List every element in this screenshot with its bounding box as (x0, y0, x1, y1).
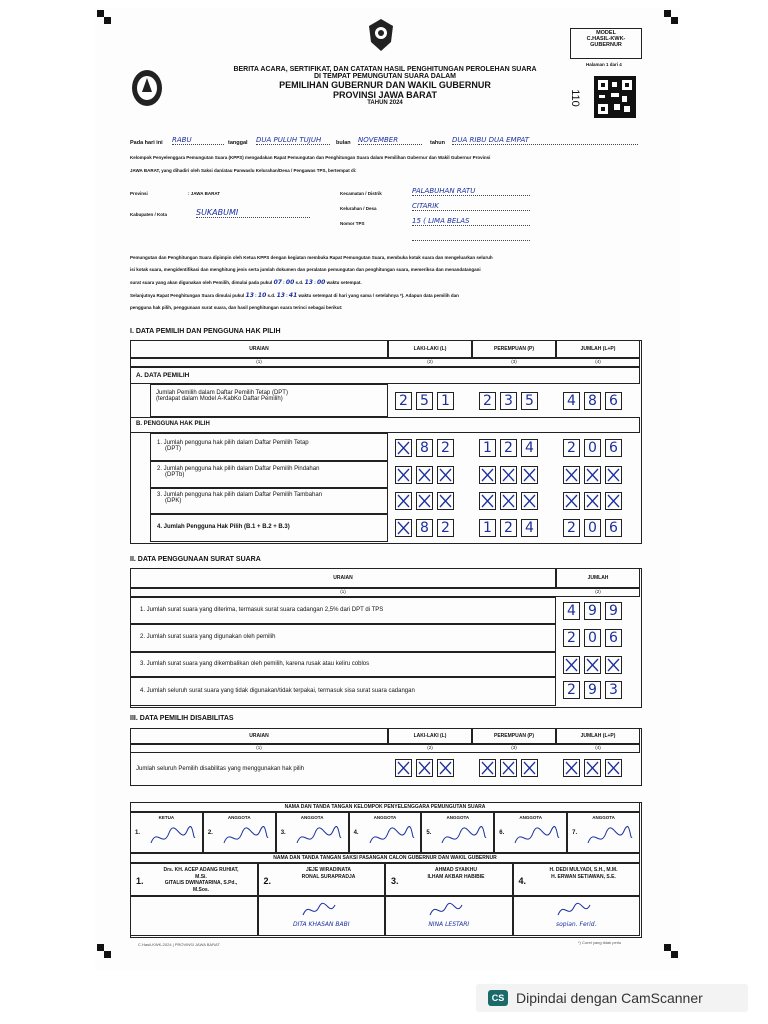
s1-b-row-text (157, 524, 290, 530)
body-text: s.d. (295, 280, 304, 285)
body-para: isi kotak suara, mengidentifikasi dan menghitung jenis serta jumlah dokumen dan peralatan pemungutan dan penghitungan suara, memeriksa dan menandatangani (130, 267, 481, 272)
crossed-box-icon (563, 492, 580, 510)
col-header: JUMLAH (587, 575, 609, 581)
crossed-box-icon (500, 466, 517, 484)
s2-row-text: 2. Jumlah surat suara yang digunakan oleh pemilih (140, 634, 276, 640)
crossed-box-icon (521, 466, 538, 484)
registration-mark (671, 951, 678, 958)
col-header: LAKI-LAKI (L) (413, 733, 447, 739)
crossed-box-icon (395, 759, 412, 777)
digit-box: 3 (500, 392, 517, 410)
digit-box: 6 (605, 519, 622, 537)
saksi-signature-cell (513, 896, 641, 936)
crossed-box-icon (479, 466, 496, 484)
col-index: (1) (340, 589, 346, 594)
digit-box: 5 (416, 392, 433, 410)
registration-mark (104, 17, 111, 24)
body-para-3: surat suara yang akan digunakan oleh Pemilih, dimulai pada pukul 07 : 00 s.d. 13 : 00 waktu setempat. (130, 279, 362, 286)
digit-box: 2 (500, 519, 517, 537)
row-line: 3. Jumlah pengguna hak pilih dalam Daftar Pemilih Tambahan (157, 492, 322, 498)
col-header: JUMLAH (L+P) (580, 346, 616, 352)
crossed-box-icon (500, 759, 517, 777)
section-3-title: III. DATA PEMILIH DISABILITAS (130, 715, 234, 722)
digit-box: 4 (563, 392, 580, 410)
month-value: NOVEMBER (358, 136, 422, 145)
signature-scribble-icon (584, 823, 634, 856)
model-box (570, 28, 642, 59)
s1-a-title-row (130, 367, 640, 384)
crossed-box-icon (395, 492, 412, 510)
crossed-box-icon (479, 492, 496, 510)
digit-box: 2 (437, 439, 454, 457)
col-index: (4) (595, 359, 601, 364)
crossed-box-icon (584, 759, 601, 777)
kpps-number: 6. (499, 830, 505, 836)
digit-box: 1 (479, 439, 496, 457)
candidate-name: ILHAM AKBAR HABIBIE (427, 873, 485, 880)
digit-box: 8 (416, 519, 433, 537)
kpu-emblem-icon (367, 18, 395, 52)
s2-row-text: 3. Jumlah surat suara yang dikembalikan oleh pemilih, karena rusak atau keliru coblos (140, 661, 370, 667)
digit-box: 4 (521, 519, 538, 537)
body-text: surat suara yang akan digunakan oleh Pemilih, dimulai pada pukul (130, 280, 273, 285)
day-value: RABU (172, 136, 224, 145)
kpps-number: 4. (353, 830, 359, 836)
side-code: 110 (568, 89, 581, 107)
saksi-candidate-names (279, 867, 379, 880)
intro-para: Kelompok Penyelenggara Pemungutan Suara (KPPS) mengadakan Rapat Pemungutan dan Penghitungan Suara dalam Pemilihan Gubernur dan Wakil Gubernur Provinsi (130, 155, 491, 160)
time-value: 41 (288, 292, 298, 299)
body-text: waktu setempat di hari yang sama / setelahnya *). Adapun data pemilih dan (298, 293, 459, 298)
registration-mark (97, 10, 104, 17)
crossed-box-icon (605, 466, 622, 484)
row-line: (DPT) (165, 446, 181, 452)
body-text: s.d. (267, 293, 276, 298)
saksi-candidate-names (534, 867, 634, 880)
crossed-box-icon (605, 492, 622, 510)
s1-b-row-text (157, 440, 309, 452)
registration-mark (664, 10, 671, 17)
row-line: 2. Jumlah pengguna hak pilih dalam Daftar Pemilih Pindahan (157, 466, 320, 472)
crossed-box-icon (521, 759, 538, 777)
qr-code-icon (594, 76, 636, 118)
camscanner-logo-text: CS (491, 993, 505, 1003)
kpps-signature-cell (349, 812, 422, 853)
registration-mark (104, 951, 111, 958)
kab-value: SUKABUMI (196, 208, 310, 218)
col-header: PEREMPUAN (P) (493, 346, 534, 352)
s2-row-text: 1. Jumlah surat suara yang diterima, termasuk surat suara cadangan 2,5% dari DPT di TPS (140, 607, 384, 613)
signature-scribble-icon (438, 823, 488, 856)
digit-box: 6 (605, 629, 622, 647)
crossed-box-icon (416, 492, 433, 510)
s3-row-text: Jumlah seluruh Pemilih disabilitas yang menggunakan hak pilih (136, 766, 305, 772)
s2-row-text: 4. Jumlah seluruh surat suara yang tidak digunakan/tidak terpakai, termasuk sisa surat suara cadangan (140, 688, 415, 694)
kpps-signature-cell (567, 812, 640, 853)
kec-value: PALABUHAN RATU (412, 187, 530, 196)
col-header: URAIAN (249, 346, 269, 352)
title-line: TAHUN 2024 (367, 100, 403, 106)
digit-box: 0 (584, 519, 601, 537)
candidate-name: H. ERWAN SETIAWAN, S.E. (551, 873, 616, 880)
col-index: (2) (595, 589, 601, 594)
kpps-role: ANGGOTA (227, 815, 251, 820)
col-header: URAIAN (249, 733, 269, 739)
footer-right: *) Coret yang tidak perlu (578, 940, 622, 945)
camscanner-label: Dipindai dengan CamScanner (516, 990, 703, 1006)
crossed-box-icon (479, 759, 496, 777)
row-line: (DPK) (165, 498, 182, 504)
camscanner-logo-icon (488, 990, 508, 1006)
candidate-name: Drs. KH. ACEP ADANG RUHIAT, (163, 867, 239, 873)
row-line: 4. Jumlah Pengguna Hak Pilih (B.1 + B.2 + B.3) (157, 524, 290, 530)
candidate-name: M.Si. (195, 873, 207, 880)
year-label: tahun (430, 140, 445, 146)
s1-a-title: A. DATA PEMILIH (136, 372, 190, 379)
digit-box: 2 (563, 681, 580, 699)
crossed-box-icon (395, 466, 412, 484)
crossed-box-icon (563, 759, 580, 777)
page-number: Halaman 1 dari 4 (586, 62, 622, 67)
saksi-name-cell (258, 863, 386, 896)
digit-box: 3 (605, 681, 622, 699)
intro-para: JAWA BARAT, yang dihadiri oleh Saksi dan/atau Panwaslu Kelurahan/Desa / Pengawas TPS, bertempat di: (130, 168, 357, 173)
kpps-role: ANGGOTA (519, 815, 543, 820)
digit-box: 2 (437, 519, 454, 537)
kpps-signature-cell (203, 812, 276, 853)
time-value: 00 (285, 279, 295, 286)
body-para: Pemungutan dan Penghitungan Suara dipimpin oleh Ketua KPPS dengan kegiatan membuka Rapat Pemungutan Suara, membuka kotak suara dan mengeluarkan seluruh (130, 255, 493, 260)
kpps-role: ANGGOTA (592, 815, 615, 820)
model-line: C.HASIL-KWK- (586, 36, 626, 42)
digit-box: 2 (563, 439, 580, 457)
digit-box: 1 (479, 519, 496, 537)
title-line: PROVINSI JAWA BARAT (332, 90, 437, 100)
saksi-signature-cell (258, 896, 386, 936)
col-header: LAKI-LAKI (L) (413, 346, 447, 352)
crossed-box-icon (395, 439, 412, 457)
col-index: (2) (427, 745, 433, 750)
candidate-name: AHMAD SYAIKHU (434, 867, 478, 873)
model-line: GUBERNUR (590, 42, 622, 48)
time-value: 10 (257, 292, 267, 299)
digit-box: 9 (584, 681, 601, 699)
saksi-title: NAMA DAN TANDA TANGAN SAKSI PASANGAN CALON GUBERNUR DAN WAKIL GUBERNUR (273, 855, 497, 861)
jawa-barat-emblem-icon (130, 68, 164, 108)
kab-label: Kabupaten / Kota (130, 212, 168, 217)
crossed-box-icon (395, 519, 412, 537)
signature-scribble-icon (293, 823, 343, 856)
title-line: PEMILIHAN GUBERNUR DAN WAKIL GUBERNUR (279, 80, 491, 90)
doc-title (180, 66, 590, 106)
saksi-signed-name: NINA LESTARI (428, 921, 470, 928)
signature-scribble-icon (511, 823, 561, 856)
kpps-number: 1. (135, 830, 141, 836)
digit-box: 2 (500, 439, 517, 457)
title-line: DI TEMPAT PEMUNGUTAN SUARA DALAM (313, 73, 457, 80)
crossed-box-icon (584, 466, 601, 484)
crossed-box-icon (584, 656, 601, 674)
s1-b-row-text (157, 492, 322, 504)
registration-mark (97, 944, 104, 951)
col-header: PEREMPUAN (P) (493, 733, 534, 739)
saksi-candidate-names (151, 867, 251, 893)
kpps-number: 5. (426, 830, 432, 836)
row-line: 1. Jumlah pengguna hak pilih dalam Daftar Pemilih Tetap (157, 440, 309, 446)
signature-scribble-icon (147, 823, 197, 856)
registration-mark (671, 17, 678, 24)
body-para: pengguna hak pilih, penggunaan surat suara, dan hasil penghitungan suara terinci sebagai berikut: (130, 305, 343, 310)
col-index: (4) (595, 745, 601, 750)
crossed-box-icon (437, 492, 454, 510)
tps-value: 15 ( LIMA BELAS (412, 217, 530, 226)
kpps-number: 3. (280, 830, 286, 836)
saksi-signature-cell (130, 896, 258, 936)
kpps-signature-cell (421, 812, 494, 853)
kpps-number: 2. (207, 830, 213, 836)
digit-box: 0 (584, 439, 601, 457)
s1-a-row-text (156, 390, 288, 402)
saksi-name-cell (513, 863, 641, 896)
crossed-box-icon (521, 492, 538, 510)
kpps-signature-cell (130, 812, 203, 853)
digit-box: 8 (416, 439, 433, 457)
col-index: (1) (256, 745, 262, 750)
section-1-title: I. DATA PEMILIH DAN PENGGUNA HAK PILIH (130, 328, 281, 335)
time-value: 13 (304, 279, 313, 286)
tps-label: Nomor TPS (340, 221, 365, 226)
saksi-number: 2. (263, 876, 272, 886)
digit-box: 4 (521, 439, 538, 457)
crossed-box-icon (416, 466, 433, 484)
s1-b-title: B. PENGGUNA HAK PILIH (136, 421, 210, 427)
digit-box: 1 (437, 392, 454, 410)
body-text: Selanjutnya Rapat Penghitungan Suara dimulai pukul (130, 293, 245, 298)
prov-label: Provinsi (130, 191, 148, 196)
saksi-name-cell (130, 863, 258, 896)
col-index: (3) (511, 359, 517, 364)
saksi-number: 4. (518, 876, 527, 886)
signature-scribble-icon (366, 823, 416, 856)
crossed-box-icon (584, 492, 601, 510)
candidate-name: RONAL SURAPRADJA (301, 873, 356, 880)
kpps-signature-cell (494, 812, 567, 853)
col-index: (2) (427, 359, 433, 364)
signature-scribble-icon (220, 823, 270, 856)
candidate-name: M.Sos. (192, 886, 210, 893)
year-value: DUA RIBU DUA EMPAT (452, 136, 638, 145)
time-value: 13 (245, 292, 254, 299)
crossed-box-icon (605, 656, 622, 674)
digit-box: 6 (605, 439, 622, 457)
candidate-name: H. DEDI MULYADI, S.H., M.M. (549, 867, 618, 873)
saksi-signature-cell (385, 896, 513, 936)
kpps-role: ANGGOTA (446, 815, 470, 820)
col-header: JUMLAH (L+P) (580, 733, 616, 739)
digit-box: 9 (584, 602, 601, 620)
body-text: waktu setempat. (326, 280, 362, 285)
row-line: Jumlah Pemilih dalam Daftar Pemilih Tetap (DPT) (156, 390, 288, 396)
crossed-box-icon (437, 466, 454, 484)
kpps-signature-cell (276, 812, 349, 853)
saksi-name-cell (385, 863, 513, 896)
digit-box: 9 (605, 602, 622, 620)
saksi-signed-name: sopian. Ferid. (555, 921, 597, 928)
time-value: 13 (276, 292, 285, 299)
crossed-box-icon (563, 656, 580, 674)
body-para-4: Selanjutnya Rapat Penghitungan Suara dimulai pukul 13 : 10 s.d. 13 : 41 waktu setempat di hari yang sama / setelahnya *). Adapun data pemilih dan (130, 292, 459, 299)
prov-value: : JAWA BARAT (188, 191, 220, 196)
digit-box: 2 (479, 392, 496, 410)
date-label: tanggal (228, 140, 248, 146)
row-line: (terdapat dalam Model A-KabKo Daftar Pemilih) (156, 396, 283, 402)
s1-b-row-text (157, 466, 319, 478)
col-index: (3) (511, 745, 517, 750)
crossed-box-icon (605, 759, 622, 777)
title-line: BERITA ACARA, SERTIFIKAT, DAN CATATAN HASIL PENGHITUNGAN PEROLEHAN SUARA (233, 66, 537, 73)
kel-value: CITARIK (412, 202, 530, 211)
footer-left: C.Hasil-KWK-2024 | PROVINSI JAWA BARAT (138, 942, 220, 947)
time-value: 07 (273, 279, 282, 286)
digit-box: 6 (605, 392, 622, 410)
saksi-signed-name: DITA KHASAN BABI (293, 921, 350, 928)
tps-extra-line (412, 236, 530, 241)
kpps-role: ANGGOTA (373, 815, 397, 820)
col-index: (1) (256, 359, 262, 364)
saksi-candidate-names (406, 867, 506, 880)
crossed-box-icon (437, 759, 454, 777)
digit-box: 4 (563, 602, 580, 620)
day-label: Pada hari ini (130, 140, 163, 146)
crossed-box-icon (416, 759, 433, 777)
camscanner-badge (476, 984, 748, 1012)
registration-mark (664, 944, 671, 951)
col-header: URAIAN (333, 575, 353, 581)
saksi-number: 3. (391, 876, 399, 886)
section-2-title: II. DATA PENGGUNAAN SURAT SUARA (130, 556, 261, 563)
digit-box: 2 (395, 392, 412, 410)
month-label: bulan (336, 140, 351, 146)
kpps-title: NAMA DAN TANDA TANGAN KELOMPOK PENYELENGGARA PEMUNGUTAN SUARA (284, 804, 486, 810)
candidate-name: JEJE WIRADINATA (305, 867, 352, 873)
digit-box: 5 (521, 392, 538, 410)
model-line: MODEL (596, 30, 616, 36)
crossed-box-icon (563, 466, 580, 484)
row-line: (DPTb) (165, 472, 185, 478)
date-value: DUA PULUH TUJUH (256, 136, 330, 145)
kpps-number: 7. (572, 830, 578, 836)
digit-box: 2 (563, 629, 580, 647)
candidate-name: GITALIS DWINATARINA, S.Pd., (164, 880, 238, 886)
crossed-box-icon (500, 492, 517, 510)
digit-box: 8 (584, 392, 601, 410)
kpps-role: KETUA (158, 815, 175, 820)
kel-label: Kelurahan / Desa (340, 206, 377, 211)
digit-box: 2 (563, 519, 580, 537)
digit-box: 0 (584, 629, 601, 647)
kec-label: Kecamatan / Distrik (340, 191, 382, 196)
kpps-role: ANGGOTA (300, 815, 324, 820)
time-value: 00 (316, 279, 326, 286)
saksi-number: 1. (136, 876, 144, 886)
